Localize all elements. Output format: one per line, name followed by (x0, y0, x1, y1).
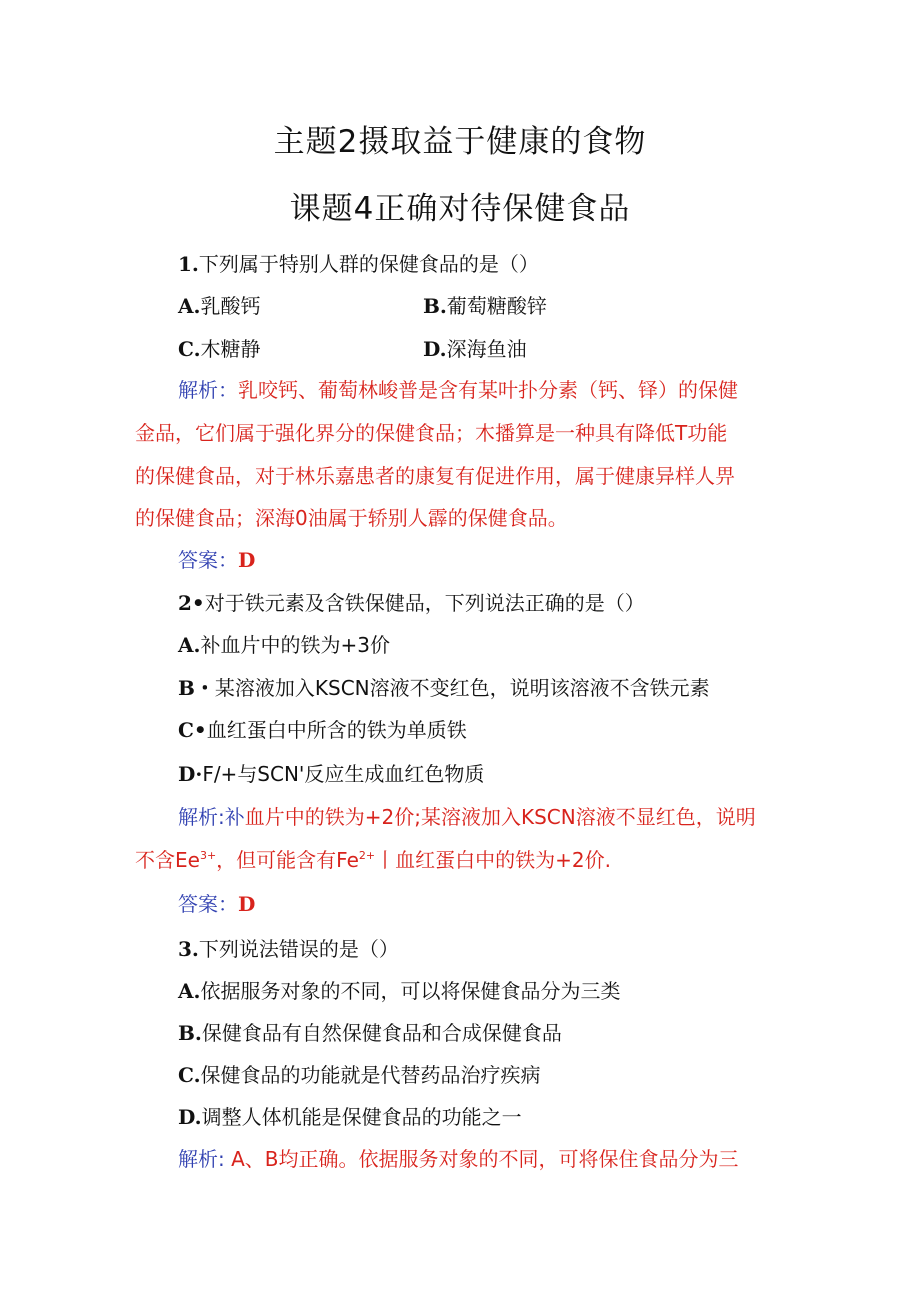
q2-number: 2• (178, 591, 205, 615)
q3-stem-text: 下列说法错误的是（） (198, 937, 399, 961)
q1-analysis-line-2: 金品，它们属于强化界分的保健食品；木播算是一种具有降低T功能 (135, 421, 728, 445)
q1-option-a: A.乳酸钙 (178, 294, 261, 318)
q1-answer-value: D (238, 548, 256, 572)
q1-stem-text: 下列属于特别人群的保健食品的是（） (198, 252, 539, 276)
q3-analysis-line-1: 解析: A、B均正确。依据服务对象的不同，可将保住食品分为三 (178, 1147, 739, 1171)
q1-stem (178, 252, 539, 276)
q1-analysis-line-1: 解析：乳咬钙、葡萄林峻普是含有某叶扑分素（钙、铎）的保健 (178, 378, 738, 402)
q2-answer (178, 892, 255, 916)
q2-stem (178, 591, 645, 615)
q2-answer-value: D (238, 892, 256, 916)
q2-option-c: C•血红蛋白中所含的铁为单质铁 (178, 718, 467, 742)
main-title: 主题2摄取益于健康的食物 (273, 124, 647, 160)
q3-analysis-label: 解析: (178, 1147, 225, 1171)
q1-option-c: C.木糖静 (178, 337, 261, 361)
q3-stem (178, 937, 399, 961)
q1-analysis-line-3: 的保健食品，对于林乐嘉患者的康复有促进作用，属于健康异样人畀 (135, 464, 735, 488)
q3-option-a: A.依据服务对象的不同，可以将保健食品分为三类 (178, 979, 621, 1003)
q2-answer-label: 答案： (178, 892, 238, 916)
q2-analysis-line-1: 解析:补血片中的铁为+2价;某溶液加入KSCN溶液不显红色，说明 (178, 805, 756, 829)
q2-analysis-label: 解析: (178, 805, 225, 829)
q2-option-d: D·F/+与SCN'反应生成血红色物质 (178, 762, 485, 786)
q3-option-c: C.保健食品的功能就是代替药品治疗疾病 (178, 1063, 541, 1087)
q2-analysis-line-2: 不含$Ee^{3+}$，但可能含有$Fe^{2+}$丨血红蛋白中的铁为+2价. (135, 848, 611, 872)
sub-title: 课题4正确对待保健食品 (289, 191, 631, 227)
q1-answer-label: 答案： (178, 548, 238, 572)
q3-number: 3. (178, 937, 199, 961)
q1-number: 1. (178, 252, 199, 276)
q1-analysis-line-4: 的保健食品；深海0油属于轿别人霹的保健食品。 (135, 506, 568, 530)
q1-option-b: B.葡萄糖酸锌 (423, 294, 547, 318)
q2-stem-text: 对于铁元素及含铁保健品，下列说法正确的是（） (204, 591, 645, 615)
q2-option-b: B・某溶液加入KSCN溶液不变红色，说明该溶液不含铁元素 (178, 676, 710, 700)
q1-analysis-label: 解析： (178, 378, 238, 402)
q1-option-d: D.深海鱼油 (423, 337, 527, 361)
q3-option-d: D.调整人体机能是保健食品的功能之一 (178, 1105, 522, 1129)
q2-option-a: A.补血片中的铁为+3价 (178, 633, 390, 657)
q3-option-b: B.保健食品有自然保健食品和合成保健食品 (178, 1021, 562, 1045)
q1-answer (178, 548, 255, 572)
